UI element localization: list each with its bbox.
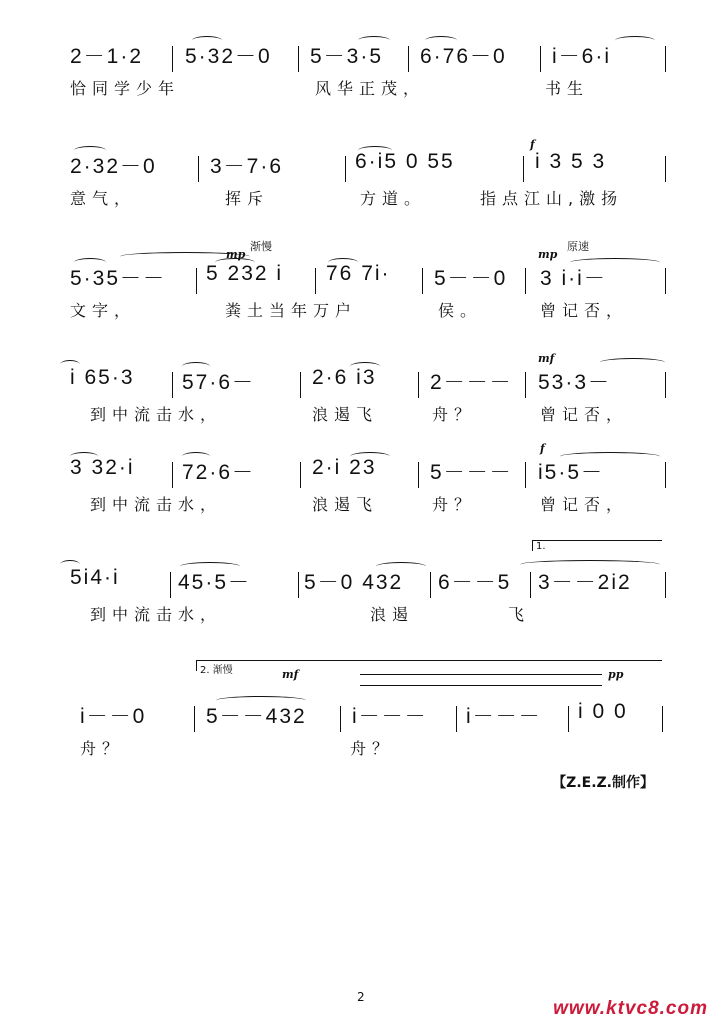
slur: [358, 146, 392, 155]
measure: 5－－0: [434, 267, 508, 290]
measure: 53·3－: [538, 371, 612, 394]
lyric: 舟？: [432, 495, 477, 514]
measure: 2－－－: [430, 371, 513, 394]
lyric: 意气，: [70, 189, 137, 208]
barline: [523, 156, 524, 182]
volta-second-ending: 2. 渐慢: [196, 660, 662, 671]
measure: i－－0: [80, 705, 147, 728]
site-logo: www.ktvc8.com: [553, 998, 708, 1019]
measure: 45·5－: [178, 571, 252, 594]
measure: 57·6－: [182, 371, 256, 394]
measure: 72·6－: [182, 461, 256, 484]
measure: 3 i·i－: [540, 267, 607, 290]
slur: [60, 560, 80, 569]
measure: i 65·3: [70, 366, 135, 389]
lyric: 曾记否，: [540, 301, 629, 320]
barline: [172, 372, 173, 398]
lyric: 舟？: [432, 405, 477, 424]
slur: [70, 452, 98, 461]
slur: [192, 36, 222, 45]
tempo-marking: 渐慢: [250, 240, 272, 253]
page-number: 2: [357, 990, 365, 1004]
measure: 2·i 23: [312, 456, 377, 479]
slur: [328, 258, 358, 267]
score-system-1: [60, 40, 670, 120]
slur: [615, 36, 655, 45]
barline: [408, 46, 409, 72]
measure: 5i4·i: [70, 566, 120, 589]
barline: [665, 46, 666, 72]
score-system-5: [60, 442, 670, 536]
barline: [665, 268, 666, 294]
measure: i5·5－: [538, 461, 605, 484]
notes-row: [60, 40, 670, 76]
lyrics-row: [60, 736, 670, 760]
measure: i－－－: [466, 705, 542, 728]
score-system-6: [60, 541, 670, 646]
measure: 2·32－0: [70, 155, 157, 178]
measure: 3－－2i2: [538, 571, 632, 594]
barline: [568, 706, 569, 732]
barline: [298, 572, 299, 598]
slur: [182, 362, 210, 371]
barline: [345, 156, 346, 182]
measure: 2·6 i3: [312, 366, 377, 389]
final-barline: [662, 706, 663, 732]
measure: 5－－－: [430, 461, 513, 484]
slur: [425, 36, 457, 45]
barline: [665, 572, 666, 598]
notes-row: [60, 366, 670, 402]
repeat-barline: [525, 268, 526, 294]
barline: [418, 372, 419, 398]
lyric: 浪遏: [370, 605, 415, 624]
lyric: 书生: [545, 79, 590, 98]
measure: 5－3·5: [310, 45, 384, 68]
volta-first-ending: 1.: [532, 540, 662, 551]
barline: [530, 572, 531, 598]
lyric: 侯。: [438, 301, 483, 320]
barline: [430, 572, 431, 598]
lyric: 粪土当年万户: [225, 301, 358, 320]
lyric: 到中流击水，: [90, 495, 223, 514]
measure: 5 232 i: [206, 262, 284, 285]
measure: 5·32－0: [185, 45, 272, 68]
dynamic-marking: pp: [608, 668, 624, 681]
measure: i－－－: [352, 705, 428, 728]
barline: [300, 372, 301, 398]
barline: [540, 46, 541, 72]
dynamic-marking: f: [540, 442, 545, 455]
measure: i－6·i: [552, 45, 612, 68]
lyric: 到中流击水，: [90, 405, 223, 424]
measure: 76 7i·: [326, 262, 391, 285]
lyrics-row: [60, 402, 670, 426]
slur: [560, 452, 660, 461]
lyric: 到中流击水，: [90, 605, 223, 624]
lyric: 风华正茂，: [315, 79, 426, 98]
dynamic-marking: mf: [538, 352, 555, 365]
repeat-barline: [194, 706, 195, 732]
barline: [198, 156, 199, 182]
lyric: 恰同学少年: [70, 79, 181, 98]
notes-row: [60, 700, 670, 736]
measure: 3 32·i: [70, 456, 135, 479]
barline: [525, 462, 526, 488]
slur: [358, 36, 390, 45]
lyrics-row: [60, 492, 670, 516]
measure: 5－－432: [206, 705, 307, 728]
lyrics-row: [60, 602, 670, 626]
slur: [74, 146, 106, 155]
lyric: 文字，: [70, 301, 137, 320]
measure: 6·76－0: [420, 45, 507, 68]
decrescendo-hairpin: [360, 674, 602, 686]
score-system-2: [60, 138, 670, 230]
slur: [600, 358, 665, 367]
notes-row: [60, 262, 670, 298]
barline: [340, 706, 341, 732]
dynamic-marking: f: [530, 138, 535, 151]
lyric: 曾记否，: [540, 405, 629, 424]
barline: [665, 372, 666, 398]
slur: [520, 560, 660, 569]
measure: 6－－5: [438, 571, 512, 594]
slur: [350, 362, 380, 371]
lyrics-row: [60, 186, 670, 210]
lyric: 浪遏飞: [312, 405, 379, 424]
dynamic-marking: mf: [282, 668, 299, 681]
barline: [172, 46, 173, 72]
barline: [456, 706, 457, 732]
lyric: 挥斥: [225, 189, 270, 208]
lyric: 方道。: [360, 189, 427, 208]
barline: [525, 372, 526, 398]
notes-row: [60, 566, 670, 602]
slur: [215, 258, 255, 267]
measure: 2－1·2: [70, 45, 144, 68]
barline: [196, 268, 197, 294]
barline: [170, 572, 171, 598]
lyric: 曾记否，: [540, 495, 629, 514]
barline: [422, 268, 423, 294]
score-system-7: [60, 665, 670, 780]
dynamic-marking: mp: [538, 248, 558, 261]
measure: 6·i5 0 55: [355, 150, 455, 173]
dynamic-marking: mp: [226, 248, 246, 261]
credit-label: 【Z.E.Z.制作】: [552, 775, 654, 791]
slur: [570, 258, 660, 267]
measure: i 0 0: [578, 700, 628, 723]
measure: 5－0 432: [304, 571, 404, 594]
lyrics-row: [60, 76, 670, 100]
lyric: 舟？: [80, 739, 125, 758]
barline: [665, 462, 666, 488]
barline: [418, 462, 419, 488]
slur: [216, 696, 306, 705]
slur: [180, 562, 240, 571]
measure: 3－7·6: [210, 155, 284, 178]
barline: [172, 462, 173, 488]
score-system-4: [60, 352, 670, 446]
slur: [182, 452, 210, 461]
measure: 5·35－－: [70, 267, 167, 290]
lyric: 飞: [508, 605, 531, 624]
slur: [74, 258, 106, 267]
barline: [298, 46, 299, 72]
barline: [300, 462, 301, 488]
barline: [315, 268, 316, 294]
lyric: 舟？: [350, 739, 395, 758]
lyric: 浪遏飞: [312, 495, 379, 514]
notes-row: [60, 456, 670, 492]
slur: [60, 360, 80, 369]
lyrics-row: [60, 298, 670, 322]
slur: [376, 562, 426, 571]
tempo-marking: 原速: [567, 240, 589, 253]
score-system-3: [60, 240, 670, 342]
lyric: 指点江山,激扬: [480, 189, 624, 208]
notes-row: [60, 150, 670, 186]
slur: [350, 452, 390, 461]
measure: i 3 5 3: [535, 150, 607, 173]
barline: [665, 156, 666, 182]
